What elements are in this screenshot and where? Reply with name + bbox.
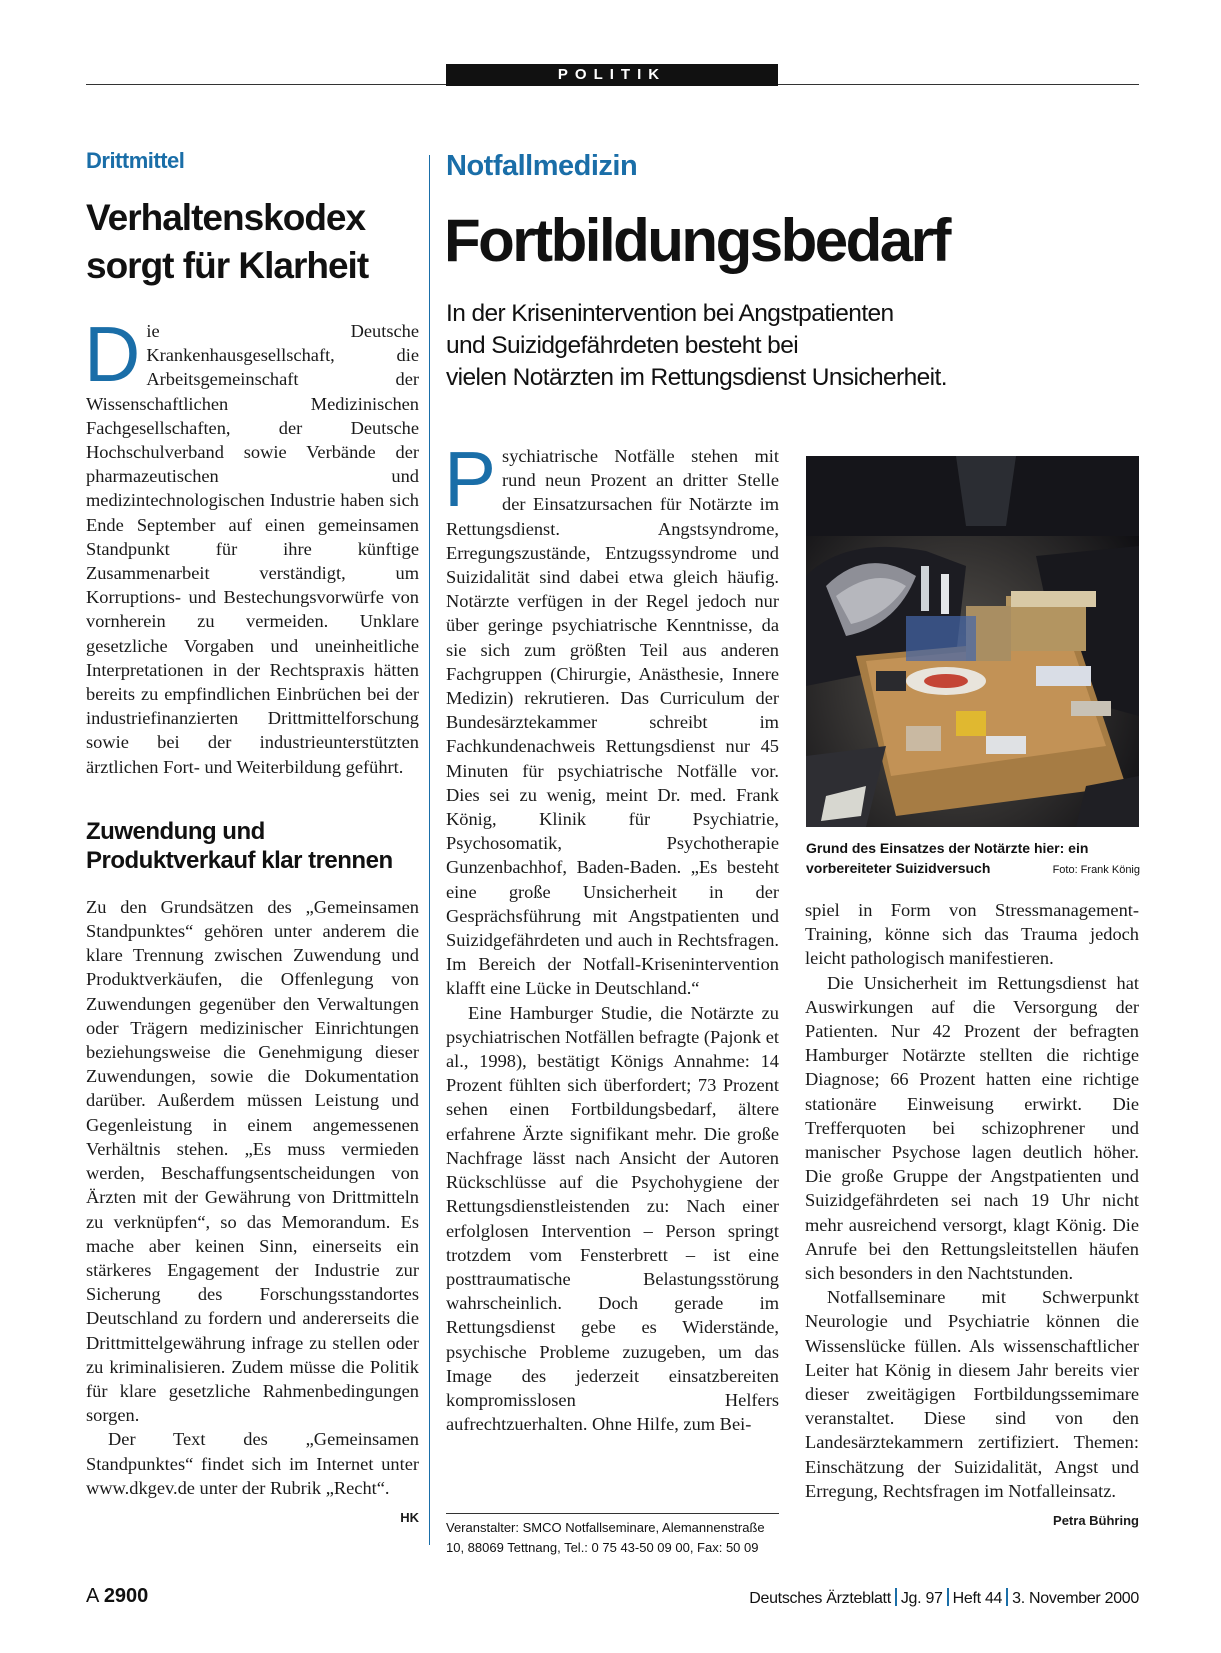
deck-line-1: In der Krisenintervention bei Angstpatienten [446, 300, 894, 327]
left-paragraph-1-text: ie Deutsche Krankenhausgesellschaft, die Arbeitsgemeinschaft der Wissenschaftlichen Medizinischen Fachgesellschaften, der Deutsche Hochschulverband sowie Verbände der pharmazeutischen und medizintechnologischen Industrie haben sich Ende September auf einen gemeinsamen Standpunkt für ihre künftige Zusammenarbeit verständigt, um Korruptions- und Bestechungsvorwürfe von vornherein zu vermeiden. Unklare gesetzliche Vorgaben und uneinheitliche Interpretationen in der Rechtspraxis hätten bereits zu empfindlichen Einbrüchen bei der industriefinanzierten Drittmittelforschung sowie bei der industrieunterstützten ärztlichen Fort- und Weiterbildung geführt. [86, 321, 419, 777]
left-headline [86, 194, 419, 290]
left-subhead-line-1: Zuwendung und [86, 817, 265, 845]
info-box-rule [446, 1513, 779, 1514]
main-paragraph-5-text: Notfallseminare mit Schwerpunkt Neurologie und Psychiatrie können die Wissenslücke füllen. Als wissenschaftlicher Leiter hat König in diesem Jahr bereits vier dieser zweitägigen Fortbildungssemimare veranstaltet. Diese sind von den Landesärztekammern zertifiziert. Themen: Einschätzung der Suizidalität, Angst und Erregung, Rechtsfragen im Notfalleinsatz. [805, 1287, 1139, 1501]
suicide-scene-image [806, 456, 1139, 827]
journal-issue: Heft 44 [952, 1590, 1003, 1607]
caption-text: Grund des Einsatzes der Notärzte hier: ein vorbereiteter Suizidversuch [806, 840, 1089, 876]
column-divider [429, 155, 430, 1545]
left-article [86, 148, 419, 1530]
left-body-2 [86, 895, 419, 1525]
footer-separator [947, 1588, 949, 1606]
deck-line-3: vielen Notärzten im Rettungsdienst Unsicherheit. [446, 364, 947, 391]
footer-separator [1006, 1588, 1008, 1606]
main-signature: Petra Bühring [1053, 1513, 1139, 1529]
page-number [86, 1585, 148, 1608]
photo-caption [806, 838, 1140, 880]
main-paragraph-1 [444, 435, 779, 1001]
left-paragraph-2: Zu den Grundsätzen des „Gemeinsamen Standpunktes“ gehören unter anderem die klare Trennung zwischen Zuwendung und Produktverkäufen, die Offenlegung von Zuwendungen gegenüber den Verwaltungen oder Trägern medizinischer Einrichtungen beziehungsweise die Genehmigung dieser Zuwendungen, sowie die Dokumentation darüber. Außerdem müssen Leistung und Gegenleistung in einem angemessenen Verhältnis stehen. „Es muss vermieden werden, Beschaffungsentscheidungen von Ärzten mit der Gewährung von Drittmitteln zu verknüpfen“, so das Memorandum. Es mache aber keinen Sinn, einerseits ein stärkeres Engagement der Industrie zur Sicherung des Forschungsstandortes Deutschland zu fordern und andererseits die Drittmittelgewährung infrage zu stellen oder zu kriminalisieren. Zudem müsse die Politik für klare gesetzliche Rahmenbedingungen sorgen. [86, 896, 419, 1426]
organizer-info: Veranstalter: SMCO Notfallseminare, Alemannenstraße 10, 88069 Tettnang, Tel.: 0 75 43-50 09 00, Fax: 50 09 [446, 1520, 765, 1555]
section-label: POLITIK [446, 64, 778, 86]
journal-date: 3. November 2000 [1012, 1590, 1139, 1607]
main-paragraph-5 [805, 1285, 1139, 1529]
main-paragraph-3: spiel in Form von Stressmanagement-Training, könne sich das Trauma jedoch leicht pathologisch manifestieren. [805, 900, 1139, 969]
page-prefix: A [86, 1585, 99, 1607]
left-paragraph-3-text: Der Text des „Gemeinsamen Standpunktes“ findet sich im Internet unter www.dkgev.de unter der Rubrik „Recht“. [86, 1429, 419, 1498]
left-subhead [86, 817, 419, 875]
main-body-column-1 [444, 435, 779, 1436]
journal-volume: Jg. 97 [900, 1590, 943, 1607]
main-paragraph-1-text: sychiatrische Notfälle stehen mit rund neun Prozent an dritter Stelle der Einsatzursachen für Notärzte im Rettungsdienst. Angstsyndrome, Erregungszustände, Entzugssyndrome und Suizidalität sind dabei etwa gleich häufig. Notärzte verfügen in der Regel jedoch nur über geringe psychiatrische Kenntnisse, da sie sich zum größten Teil aus anderen Fachgruppen (Chirurgie, Anästhesie, Innere Medizin) rekrutieren. Das Curriculum der Bundesärztekammer schreibt im Fachkundenachweis Rettungsdienst nur 45 Minuten für psychiatrische Notfälle vor. Dies sei zu wenig, meint Dr. med. Frank König, Klinik für Psychiatrie, Psychosomatik, Psychotherapie Gunzenbachhof, Baden-Baden. „Es besteht eine große Unsicherheit in der Gesprächsführung mit Angstpatienten und Suizidgefährdeten und auch in Rechtsfragen. Im Bereich der Notfall-Krisenintervention klafft eine Lücke in Deutschland.“ [446, 446, 779, 999]
main-headline: Fortbildungsbedarf [444, 207, 949, 274]
deck-line-2: und Suizidgefährdeten besteht bei [446, 332, 799, 359]
main-drop-cap: P [444, 435, 497, 523]
article-photo [806, 456, 1139, 827]
left-body [84, 310, 419, 779]
page-number-value: 2900 [103, 1585, 149, 1607]
journal-name: Deutsches Ärzteblatt [749, 1590, 891, 1607]
footer-separator [895, 1588, 897, 1606]
drop-cap: D [84, 310, 141, 398]
main-deck [446, 298, 1106, 394]
left-kicker: Drittmittel [86, 148, 185, 173]
left-paragraph-3 [86, 1427, 419, 1525]
left-paragraph-1 [84, 310, 419, 779]
left-headline-line-1: Verhaltenskodex [86, 197, 366, 238]
main-paragraph-4: Die Unsicherheit im Rettungsdienst hat Auswirkungen auf die Versorgung der Patienten. Nur 42 Prozent der befragten Hamburger Notärzte stellten die richtige Diagnose; 66 Prozent hatten eine richtige stationäre Einweisung erwirkt. Die Trefferquoten bei schizophrener und manischer Psychose lagen deutlich höher. Die große Gruppe der Angstpatienten und Suizidgefährdeten sei nach 19 Uhr nicht mehr ausreichend versorgt, klagt König. Die Anrufe bei den Rettungsleitstellen häufen sich besonders in den Nachtstunden. [805, 972, 1139, 1284]
left-signature: HK [400, 1509, 419, 1525]
main-kicker: Notfallmedizin [446, 150, 638, 182]
left-headline-line-2: sorgt für Klarheit [86, 245, 369, 286]
main-body-column-2 [805, 898, 1139, 1533]
photo-credit: Foto: Frank König [1052, 864, 1140, 876]
journal-footer [749, 1588, 1139, 1608]
left-subhead-line-2: Produktverkauf klar trennen [86, 846, 393, 874]
main-paragraph-2: Eine Hamburger Studie, die Notärzte zu psychiatrischen Notfällen befragte (Pajonk et al., 1998), bestätigt Königs Annahme: 14 Prozent fühlten sich überfordert; 73 Prozent sehen einen Fortbildungsbedarf, ältere erfahrene Ärzte signifikant mehr. Die große Nachfrage lässt nach Ansicht der Autoren Rückschlüsse auf die Psychohygiene der Rettungsdienstleistenden zu: Nach einer erfolglosen Intervention – Person springt trotzdem vom Fensterbrett – ist eine posttraumatische Belastungsstörung wahrscheinlich. Doch gerade im Rettungsdienst gebe es Widerstände, psychische Probleme zuzugeben, um das Image des jederzeit einsatzbereiten kompromisslosen Helfers aufrechtzuerhalten. Ohne Hilfe, zum Bei- [446, 1002, 779, 1435]
